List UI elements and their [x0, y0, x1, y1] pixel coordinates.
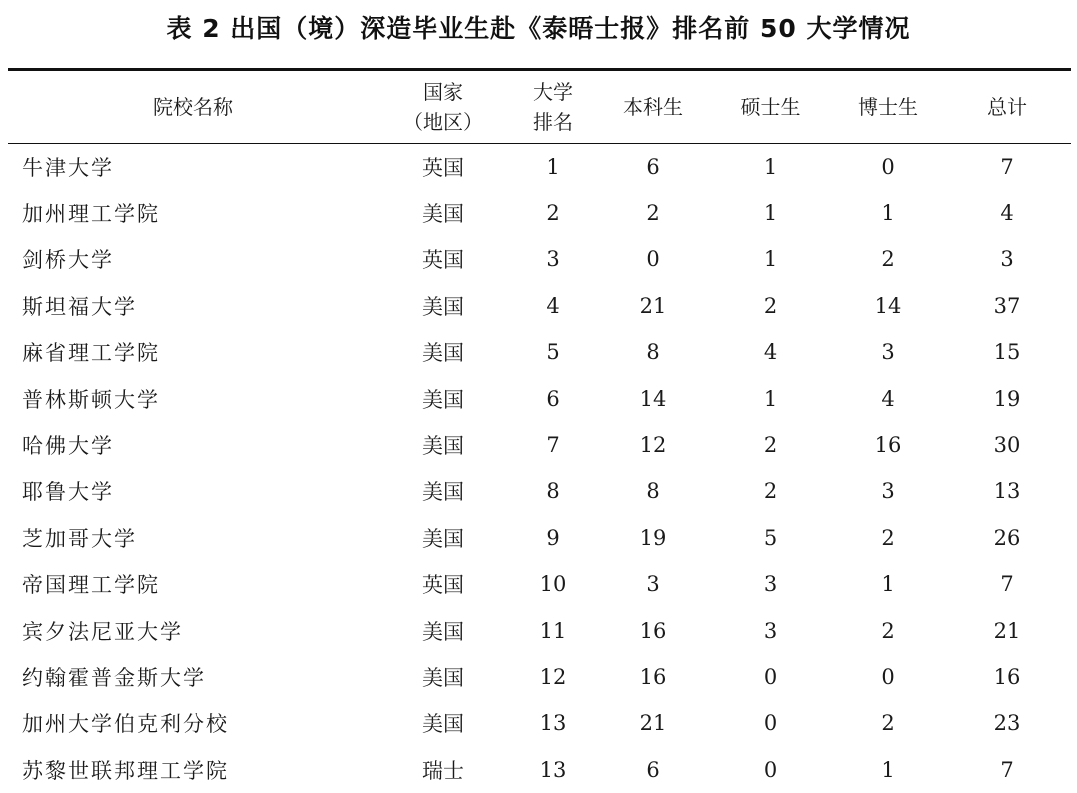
cell-undergrad: 8 — [646, 340, 660, 365]
header-rank-line1: 大学 — [533, 80, 573, 104]
cell-master: 1 — [763, 386, 778, 411]
table-row — [8, 236, 1071, 282]
header-undergrad: 本科生 — [623, 95, 683, 119]
cell-name: 约翰霍普金斯大学 — [22, 665, 206, 690]
cell-rank: 2 — [546, 201, 560, 226]
header-total: 总计 — [987, 95, 1027, 119]
cell-master: 2 — [763, 479, 778, 504]
table-body — [8, 144, 1071, 793]
cell-country: 瑞士 — [422, 758, 464, 783]
cell-country: 美国 — [422, 526, 464, 551]
cell-name: 斯坦福大学 — [22, 294, 137, 319]
cell-country: 美国 — [422, 202, 464, 227]
cell-undergrad: 0 — [646, 247, 660, 272]
cell-rank: 4 — [546, 293, 560, 318]
cell-total: 7 — [1000, 757, 1014, 782]
table-row — [8, 329, 1071, 375]
cell-total: 15 — [993, 340, 1021, 365]
cell-phd: 2 — [881, 618, 895, 643]
cell-total: 37 — [993, 293, 1021, 318]
cell-country: 英国 — [422, 155, 464, 180]
table-row — [8, 422, 1071, 468]
cell-total: 16 — [993, 664, 1021, 689]
cell-name: 麻省理工学院 — [22, 341, 160, 366]
cell-phd: 0 — [881, 664, 895, 689]
cell-undergrad: 16 — [639, 664, 667, 689]
cell-phd: 4 — [881, 386, 895, 411]
cell-rank: 6 — [546, 386, 560, 411]
cell-undergrad: 14 — [639, 386, 667, 411]
cell-phd: 0 — [881, 154, 895, 179]
table-title: 表 2 出国（境）深造毕业生赴《泰晤士报》排名前 50 大学情况 — [166, 14, 911, 43]
cell-total: 13 — [993, 479, 1021, 504]
cell-country: 英国 — [422, 573, 464, 598]
cell-undergrad: 6 — [646, 757, 660, 782]
cell-undergrad: 12 — [639, 433, 667, 458]
cell-master: 2 — [763, 293, 778, 318]
table-row — [8, 515, 1071, 561]
cell-total: 19 — [993, 386, 1021, 411]
cell-phd: 14 — [874, 293, 902, 318]
cell-total: 26 — [993, 525, 1021, 550]
cell-rank: 8 — [546, 479, 560, 504]
cell-name: 苏黎世联邦理工学院 — [22, 758, 229, 783]
cell-country: 美国 — [422, 619, 464, 644]
table-row — [8, 747, 1071, 793]
cell-rank: 3 — [546, 247, 560, 272]
university-table — [8, 68, 1071, 793]
cell-phd: 16 — [874, 433, 902, 458]
cell-name: 加州大学伯克利分校 — [22, 712, 229, 737]
cell-phd: 1 — [881, 572, 895, 597]
header-name: 院校名称 — [153, 95, 233, 119]
cell-phd: 3 — [881, 340, 895, 365]
table-header — [8, 70, 1071, 144]
cell-master: 1 — [763, 247, 778, 272]
cell-rank: 11 — [539, 618, 567, 643]
cell-undergrad: 16 — [639, 618, 667, 643]
table-row — [8, 561, 1071, 607]
cell-rank: 9 — [546, 525, 560, 550]
cell-undergrad: 6 — [646, 154, 660, 179]
cell-phd: 2 — [881, 525, 895, 550]
header-country-line1: 国家 — [423, 80, 463, 104]
cell-country: 美国 — [422, 480, 464, 505]
cell-name: 哈佛大学 — [22, 434, 114, 459]
university-table-container — [8, 68, 1071, 793]
cell-total: 7 — [1000, 572, 1014, 597]
table-row — [8, 654, 1071, 700]
cell-master: 0 — [763, 711, 778, 736]
cell-undergrad: 2 — [646, 201, 660, 226]
cell-master: 1 — [763, 154, 778, 179]
cell-master: 4 — [763, 340, 778, 365]
cell-phd: 2 — [881, 247, 895, 272]
cell-country: 美国 — [422, 665, 464, 690]
cell-master: 5 — [763, 525, 778, 550]
cell-total: 30 — [993, 433, 1021, 458]
header-country — [378, 70, 508, 144]
cell-undergrad: 3 — [646, 572, 660, 597]
cell-name: 耶鲁大学 — [22, 480, 114, 505]
cell-rank: 12 — [539, 664, 567, 689]
cell-master: 1 — [763, 201, 778, 226]
cell-country: 美国 — [422, 712, 464, 737]
cell-total: 21 — [993, 618, 1021, 643]
cell-undergrad: 8 — [646, 479, 660, 504]
table-row — [8, 607, 1071, 653]
header-rank-line2: 排名 — [533, 110, 573, 134]
cell-total: 4 — [1000, 201, 1014, 226]
cell-name: 剑桥大学 — [22, 248, 114, 273]
header-phd: 博士生 — [858, 95, 918, 119]
cell-total: 7 — [1000, 154, 1014, 179]
cell-country: 美国 — [422, 434, 464, 459]
cell-name: 牛津大学 — [22, 155, 114, 180]
cell-undergrad: 19 — [639, 525, 667, 550]
cell-country: 美国 — [422, 387, 464, 412]
cell-name: 加州理工学院 — [22, 202, 160, 227]
cell-total: 3 — [1000, 247, 1014, 272]
header-master: 硕士生 — [740, 95, 801, 119]
cell-name: 帝国理工学院 — [22, 573, 160, 598]
table-row — [8, 144, 1071, 190]
cell-master: 3 — [763, 572, 778, 597]
cell-undergrad: 21 — [639, 293, 667, 318]
table-row — [8, 700, 1071, 746]
cell-phd: 3 — [881, 479, 895, 504]
cell-rank: 13 — [539, 711, 567, 736]
header-row — [8, 70, 1071, 144]
cell-country: 美国 — [422, 341, 464, 366]
cell-rank: 1 — [546, 154, 560, 179]
header-rank — [508, 70, 598, 144]
cell-country: 美国 — [422, 294, 464, 319]
cell-undergrad: 21 — [639, 711, 667, 736]
cell-total: 23 — [993, 711, 1021, 736]
table-row — [8, 375, 1071, 421]
cell-rank: 13 — [539, 757, 567, 782]
cell-name: 芝加哥大学 — [22, 526, 137, 551]
cell-phd: 1 — [881, 201, 895, 226]
cell-phd: 2 — [881, 711, 895, 736]
cell-phd: 1 — [881, 757, 895, 782]
cell-name: 普林斯顿大学 — [22, 387, 160, 412]
table-row — [8, 468, 1071, 514]
cell-rank: 10 — [539, 572, 567, 597]
cell-name: 宾夕法尼亚大学 — [22, 619, 183, 644]
cell-master: 0 — [763, 757, 778, 782]
header-country-line2: （地区） — [403, 110, 483, 134]
cell-master: 2 — [763, 433, 778, 458]
cell-rank: 7 — [546, 433, 560, 458]
cell-rank: 5 — [546, 340, 560, 365]
table-row — [8, 283, 1071, 329]
table-row — [8, 190, 1071, 236]
cell-country: 英国 — [422, 248, 464, 273]
cell-master: 3 — [763, 618, 778, 643]
cell-master: 0 — [763, 664, 778, 689]
